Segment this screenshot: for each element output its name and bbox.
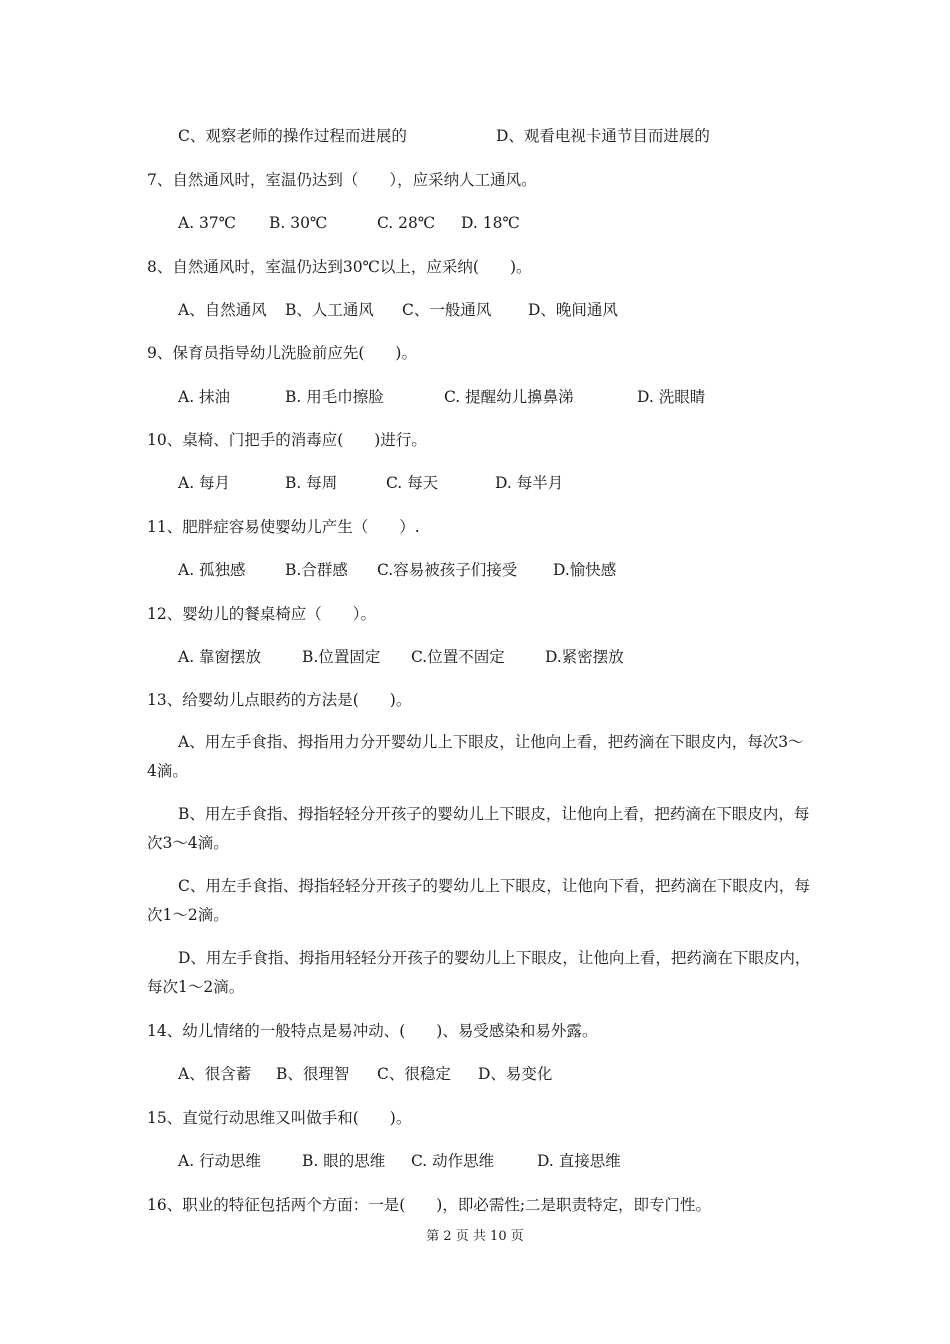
q12-option-b: B.位置固定 [302,648,381,666]
q9-option-c: C. 提醒幼儿擤鼻涕 [444,388,574,406]
q11-option-b: B.合群感 [285,561,348,579]
q10-option-d: D. 每半月 [495,474,564,492]
q13-option-c: C、用左手食指、拇指轻轻分开孩子的婴幼儿上下眼皮，让他向下看，把药滴在下眼皮内，每次1～2滴。 [147,877,810,924]
q10-option-a: A. 每月 [178,474,231,492]
q8-option-d: D、晚间通风 [528,301,618,319]
q15-option-d: D. 直接思维 [537,1152,621,1170]
q14-option-b: B、很理智 [276,1065,350,1083]
q8-option-c: C、一般通风 [402,301,492,319]
q7-option-a: A. 37℃ [178,214,237,232]
q9-option-b: B. 用毛巾擦脸 [285,388,384,406]
q13-option-d: D、用左手食指、拇指用轻轻分开孩子的婴幼儿上下眼皮，让他向上看，把药滴在下眼皮内，每次1～2滴。 [147,949,811,996]
q14-option-c: C、很稳定 [377,1065,451,1083]
q12-options [178,645,624,669]
q7-option-d: D. 18℃ [461,214,520,232]
q10-stem: 10、桌椅、门把手的消毒应( )进行。 [147,431,427,449]
q10-option-c: C. 每天 [386,474,439,492]
q9-options [178,385,706,409]
q12-option-a: A. 靠窗摆放 [178,648,262,666]
q6-option-c: C、观察老师的操作过程而进展的 [178,127,407,145]
q13-option-a: A、用左手食指、拇指用力分开婴幼儿上下眼皮，让他向上看，把药滴在下眼皮内，每次3～4滴。 [147,733,804,780]
q8-options [178,298,618,322]
q14-option-d: D、易变化 [478,1065,553,1083]
q10-options [178,471,564,495]
q16-stem: 16、职业的特征包括两个方面：一是( )，即必需性;二是职责特定，即专门性。 [147,1196,712,1214]
q15-option-b: B. 眼的思维 [302,1152,386,1170]
q12-option-d: D.紧密摆放 [545,648,624,666]
q8-option-b: B、人工通风 [285,301,374,319]
q6-option-d: D、观看电视卡通节目而进展的 [496,127,710,145]
q6-options [178,124,710,148]
q14-option-a: A、很含蓄 [178,1065,252,1083]
q8-stem: 8、自然通风时，室温仍达到30℃以上，应采纳( )。 [147,258,532,276]
q12-option-c: C.位置不固定 [411,648,505,666]
q7-option-c: C. 28℃ [377,214,436,232]
q9-option-d: D. 洗眼睛 [637,388,706,406]
q7-option-b: B. 30℃ [269,214,328,232]
q11-option-c: C.容易被孩子们接受 [377,561,518,579]
q13-stem: 13、给婴幼儿点眼药的方法是( )。 [147,691,412,709]
q8-option-a: A、自然通风 [178,301,267,319]
q11-option-a: A. 孤独感 [178,561,246,579]
q15-option-c: C. 动作思维 [411,1152,495,1170]
q9-stem: 9、保育员指导幼儿洗脸前应先( )。 [147,344,417,362]
q12-stem: 12、婴幼儿的餐桌椅应（ ）。 [147,605,376,623]
q13-option-b: B、用左手食指、拇指轻轻分开孩子的婴幼儿上下眼皮，让他向上看，把药滴在下眼皮内，每次3～4滴。 [147,805,810,852]
q7-stem: 7、自然通风时，室温仍达到（ ），应采纳人工通风。 [147,171,537,189]
q15-option-a: A. 行动思维 [178,1152,262,1170]
q15-options [178,1149,621,1173]
q9-option-a: A. 抹油 [178,388,231,406]
q10-option-b: B. 每周 [285,474,338,492]
q15-stem: 15、直觉行动思维又叫做手和( )。 [147,1109,412,1127]
q11-stem: 11、肥胖症容易使婴幼儿产生（ ）. [147,518,420,536]
page-footer: 第 2 页 共 10 页 [426,1229,524,1244]
q14-options [178,1062,553,1086]
q11-option-d: D.愉快感 [553,561,617,579]
q14-stem: 14、幼儿情绪的一般特点是易冲动、( )、易受感染和易外露。 [147,1022,598,1040]
q7-options [178,211,520,235]
q11-options [178,558,617,582]
